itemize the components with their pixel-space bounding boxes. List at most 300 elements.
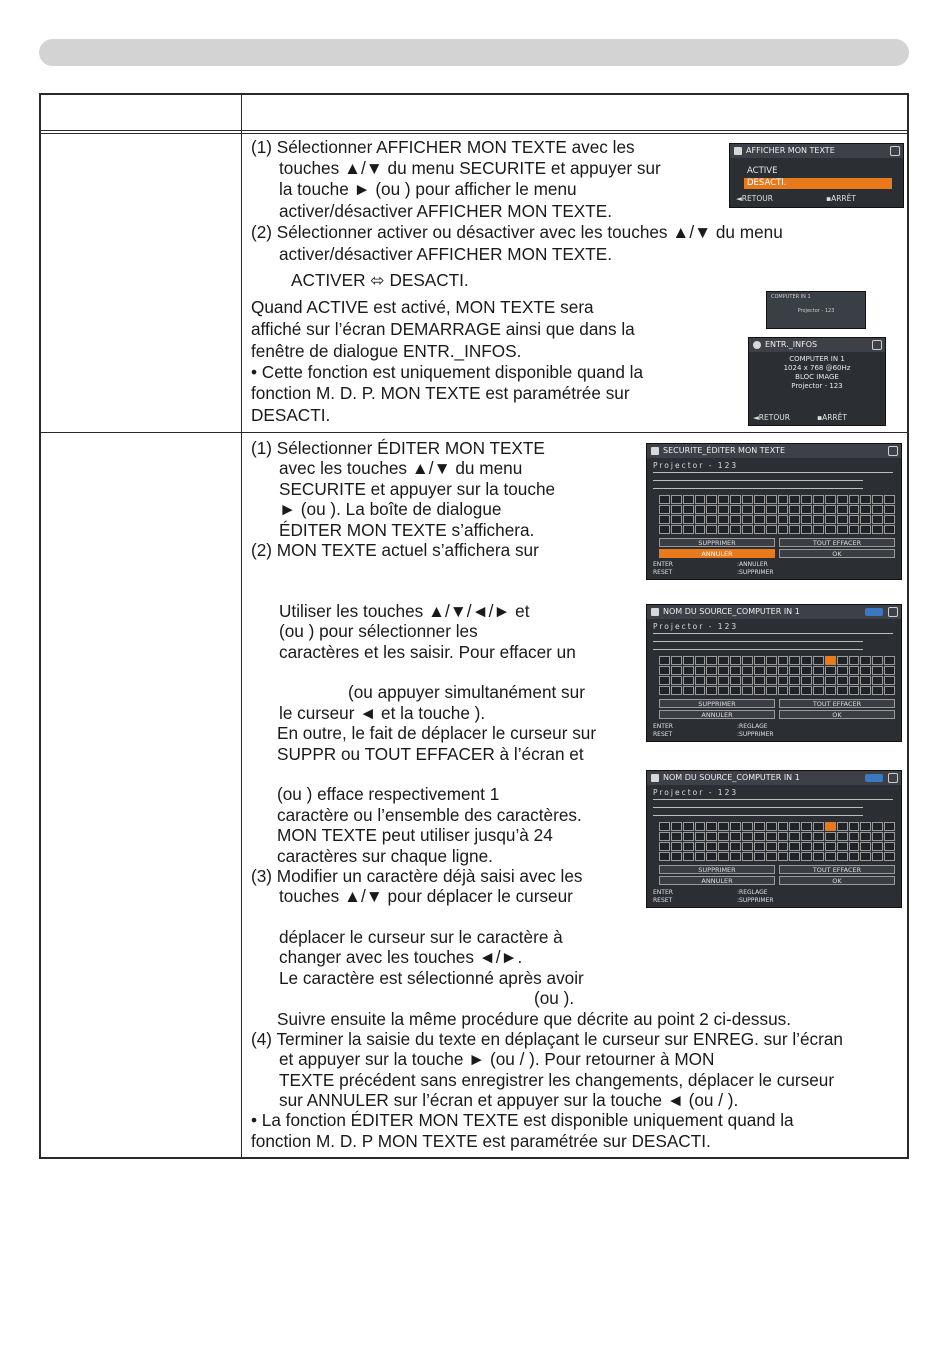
menu-icon (651, 447, 659, 455)
grid-cell (754, 515, 765, 524)
grid-cell (671, 842, 682, 851)
grid-cell (671, 505, 682, 514)
grid-cell (825, 495, 836, 504)
ok-button: OK (779, 876, 895, 885)
grid-cell (778, 676, 789, 685)
grid-cell (766, 832, 777, 841)
close-icon (888, 446, 898, 456)
grid-cell (884, 656, 895, 665)
grid-cell (706, 505, 717, 514)
grid-cell (884, 495, 895, 504)
screen-title: NOM DU SOURCE_COMPUTER IN 1 (663, 773, 800, 782)
text-line: fonction M. D. P MON TEXTE est paramétrée sur DESACTI. (251, 1131, 711, 1151)
grid-cell (718, 666, 729, 675)
grid-cell (695, 822, 706, 831)
close-icon (890, 146, 900, 156)
grid-cell (683, 852, 694, 861)
grid-cell (789, 656, 800, 665)
text-line: Le caractère est sélectionné après avoir (279, 968, 584, 988)
grid-cell (695, 676, 706, 685)
grid-cell (671, 686, 682, 695)
grid-cell (730, 656, 741, 665)
grid-cell (695, 495, 706, 504)
footer-enter (653, 723, 673, 730)
text-line: caractères sur chaque ligne. (277, 846, 493, 866)
grid-cell (872, 656, 883, 665)
screen-title-bar (749, 338, 885, 352)
grid-cell (884, 505, 895, 514)
section-header-bar (39, 39, 909, 66)
nom-du-source-screen-2 (646, 770, 902, 908)
grid-cell (683, 832, 694, 841)
grid-cell (884, 525, 895, 534)
grid-cell (849, 505, 860, 514)
text-line: SECURITE et appuyer sur la touche (279, 479, 556, 499)
grid-cell (659, 852, 670, 861)
field-line (653, 815, 863, 816)
grid-cell (837, 666, 848, 675)
grid-cell (659, 832, 670, 841)
grid-cell (789, 676, 800, 685)
startup-screen (766, 291, 866, 329)
info-lines (749, 355, 885, 391)
grid-cell (742, 666, 753, 675)
grid-cell (872, 495, 883, 504)
grid-cell (695, 656, 706, 665)
grid-cell (766, 666, 777, 675)
grid-cell (659, 515, 670, 524)
text-line: DESACTI. (251, 405, 331, 425)
grid-cell (718, 686, 729, 695)
text-line: En outre, le fait de déplacer le curseur sur (277, 723, 597, 743)
grid-cell (683, 505, 694, 514)
grid-cell (695, 686, 706, 695)
text-line: (ou ) pour sélectionner les (279, 621, 478, 641)
grid-cell (849, 852, 860, 861)
grid-cell (706, 495, 717, 504)
grid-cell (754, 656, 765, 665)
nom-du-source-screen-1 (646, 604, 902, 742)
grid-cell (766, 686, 777, 695)
text-line: déplacer le curseur sur le caractère à (279, 927, 563, 947)
close-icon (872, 340, 882, 350)
grid-cell (825, 676, 836, 685)
grid-cell (706, 676, 717, 685)
grid-cell (695, 666, 706, 675)
footer-reset (653, 897, 672, 904)
grid-cell (754, 832, 765, 841)
entr-infos-screen (748, 337, 886, 426)
text-line: (2) Sélectionner activer ou désactiver avec les touches ▲/▼ du menu (251, 222, 783, 242)
grid-cell (849, 495, 860, 504)
grid-cell (801, 852, 812, 861)
grid-cell (849, 515, 860, 524)
grid-cell (860, 852, 871, 861)
grid-cell (659, 686, 670, 695)
grid-cell (718, 525, 729, 534)
grid-cell (742, 832, 753, 841)
text-line: fenêtre de dialogue ENTR._INFOS. (251, 341, 522, 361)
clear-all-button: TOUT EFFACER (779, 538, 895, 547)
grid-cell (659, 505, 670, 514)
grid-cell (754, 525, 765, 534)
grid-cell (683, 842, 694, 851)
grid-cell (825, 525, 836, 534)
grid-cell (801, 515, 812, 524)
ok-button: OK (779, 710, 895, 719)
grid-cell (706, 832, 717, 841)
grid-cell (849, 525, 860, 534)
footer-key: RESET (653, 897, 673, 904)
text-line: touches ▲/▼ pour déplacer le curseur (279, 886, 573, 906)
grid-cell (860, 525, 871, 534)
header-divider (41, 130, 907, 134)
grid-cell (813, 832, 824, 841)
text-line: touches ▲/▼ du menu SECURITE et appuyer sur (279, 158, 661, 178)
grid-cell (825, 822, 836, 831)
grid-cell (683, 525, 694, 534)
grid-cell (742, 822, 753, 831)
grid-cell (884, 515, 895, 524)
footer-enter (653, 889, 673, 896)
text-line: caractère ou l’ensemble des caractères. (277, 805, 582, 825)
close-icon (888, 773, 898, 783)
footer-back: ◄RETOUR (753, 413, 790, 422)
cancel-button: ANNULER (659, 876, 775, 885)
grid-cell (813, 525, 824, 534)
grid-cell (718, 515, 729, 524)
grid-cell (730, 495, 741, 504)
option-desacti-selected: DESACTI. (744, 178, 892, 189)
text-line: caractères et les saisir. Pour effacer un (279, 642, 576, 662)
grid-cell (766, 515, 777, 524)
grid-cell (695, 525, 706, 534)
grid-cell (860, 832, 871, 841)
startup-line1: COMPUTER IN 1 (771, 294, 811, 300)
grid-cell (754, 676, 765, 685)
grid-cell (778, 822, 789, 831)
close-icon (888, 607, 898, 617)
grid-cell (789, 505, 800, 514)
grid-cell (860, 656, 871, 665)
grid-cell (695, 515, 706, 524)
grid-cell (872, 832, 883, 841)
grid-cell (659, 676, 670, 685)
grid-cell (872, 666, 883, 675)
grid-cell (825, 666, 836, 675)
grid-cell (884, 686, 895, 695)
footer-enter-action: :REGLAGE (737, 723, 768, 730)
grid-cell (813, 822, 824, 831)
footer-key: ENTER (653, 889, 673, 896)
grid-cell (659, 525, 670, 534)
grid-cell (884, 832, 895, 841)
grid-cell (872, 822, 883, 831)
text-line: avec les touches ▲/▼ du menu (279, 458, 523, 478)
grid-cell (706, 852, 717, 861)
footer-reset (653, 731, 672, 738)
afficher-mon-texte-screen (729, 143, 904, 208)
grid-cell (766, 842, 777, 851)
screen-title-bar (647, 444, 901, 458)
grid-cell (695, 842, 706, 851)
text-line: (2) MON TEXTE actuel s’affichera sur (251, 540, 539, 560)
grid-cell (671, 822, 682, 831)
grid-cell (872, 525, 883, 534)
screen-title-bar (647, 771, 901, 785)
grid-cell (778, 495, 789, 504)
grid-cell (754, 505, 765, 514)
grid-cell (849, 686, 860, 695)
footer-reset-action: :SUPPRIMER (737, 569, 774, 576)
grid-cell (742, 676, 753, 685)
grid-cell (860, 686, 871, 695)
screen-title: NOM DU SOURCE_COMPUTER IN 1 (663, 607, 800, 616)
grid-cell (813, 686, 824, 695)
grid-cell (778, 842, 789, 851)
grid-cell (813, 852, 824, 861)
grid-cell (742, 495, 753, 504)
grid-cell (801, 842, 812, 851)
grid-cell (695, 832, 706, 841)
menu-icon (651, 774, 659, 782)
grid-cell (671, 852, 682, 861)
text-line: (3) Modifier un caractère déjà saisi avec les (251, 866, 583, 886)
footer-stop: ▪ARRÊT (826, 194, 856, 203)
grid-cell (825, 832, 836, 841)
text-line: (1) Sélectionner ÉDITER MON TEXTE (251, 438, 545, 458)
grid-cell (778, 852, 789, 861)
menu-icon (651, 608, 659, 616)
field-line (653, 641, 863, 642)
text-line: Suivre ensuite la même procédure que décrite au point 2 ci-dessus. (277, 1009, 791, 1029)
grid-cell (718, 656, 729, 665)
grid-cell (837, 842, 848, 851)
grid-cell (825, 515, 836, 524)
ok-button: OK (779, 549, 895, 558)
grid-cell (801, 495, 812, 504)
grid-cell (706, 686, 717, 695)
grid-cell (801, 832, 812, 841)
grid-cell (813, 515, 824, 524)
grid-cell (860, 822, 871, 831)
grid-cell (789, 686, 800, 695)
grid-cell (718, 852, 729, 861)
grid-cell (860, 505, 871, 514)
grid-cell (754, 666, 765, 675)
grid-cell (754, 495, 765, 504)
grid-cell (706, 656, 717, 665)
grid-cell (872, 676, 883, 685)
grid-cell (801, 822, 812, 831)
text-line: ► (ou ). La boîte de dialogue (279, 499, 502, 519)
grid-cell (730, 842, 741, 851)
text-line: (ou appuyer simultanément sur (348, 682, 585, 702)
grid-cell (801, 656, 812, 665)
grid-cell (730, 676, 741, 685)
grid-cell (706, 822, 717, 831)
delete-button: SUPPRIMER (659, 699, 775, 708)
grid-cell (849, 822, 860, 831)
grid-cell (849, 832, 860, 841)
footer-key: RESET (653, 569, 673, 576)
grid-cell (718, 822, 729, 831)
grid-cell (860, 842, 871, 851)
grid-cell (872, 852, 883, 861)
text-line: ÉDITER MON TEXTE s’affichera. (279, 520, 535, 540)
footer-back: ◄RETOUR (736, 194, 773, 203)
grid-cell (730, 525, 741, 534)
grid-cell (801, 686, 812, 695)
grid-cell (671, 515, 682, 524)
clear-all-button: TOUT EFFACER (779, 699, 895, 708)
footer-stop: ▪ARRÊT (817, 413, 847, 422)
grid-cell (813, 495, 824, 504)
grid-cell (778, 656, 789, 665)
text-line: fonction M. D. P. MON TEXTE est paramétrée sur (251, 383, 630, 403)
field-line (653, 799, 893, 800)
grid-cell (659, 656, 670, 665)
grid-cell (742, 656, 753, 665)
clear-all-button: TOUT EFFACER (779, 865, 895, 874)
grid-cell (706, 525, 717, 534)
info-line: Projector - 123 (791, 382, 843, 390)
text-line: la touche ► (ou ) pour afficher le menu (279, 179, 577, 199)
grid-cell (837, 832, 848, 841)
grid-cell (671, 676, 682, 685)
grid-cell (778, 666, 789, 675)
grid-cell (742, 842, 753, 851)
grid-cell (730, 822, 741, 831)
text-line: • La fonction ÉDITER MON TEXTE est disponible uniquement quand la (251, 1110, 794, 1130)
grid-cell (730, 505, 741, 514)
grid-cell (837, 515, 848, 524)
text-line: ACTIVER ⬄ DESACTI. (291, 270, 469, 290)
grid-cell (742, 686, 753, 695)
grid-cell (837, 676, 848, 685)
grid-cell (718, 842, 729, 851)
grid-cell (825, 686, 836, 695)
grid-cell (825, 505, 836, 514)
grid-cell (742, 525, 753, 534)
grid-cell (884, 842, 895, 851)
footer-back-label: RETOUR (758, 413, 790, 422)
grid-cell (849, 656, 860, 665)
screen-title: ENTR._INFOS (765, 340, 818, 349)
grid-cell (872, 515, 883, 524)
screen-title: AFFICHER MON TEXTE (746, 146, 835, 155)
grid-cell (884, 822, 895, 831)
text-line: activer/désactiver AFFICHER MON TEXTE. (279, 244, 612, 264)
grid-cell (813, 505, 824, 514)
grid-cell (659, 842, 670, 851)
grid-cell (718, 676, 729, 685)
grid-cell (671, 495, 682, 504)
grid-cell (872, 505, 883, 514)
menu-icon (734, 147, 742, 155)
option-active: ACTIVE (747, 166, 778, 176)
field-line (653, 480, 863, 481)
grid-cell (860, 515, 871, 524)
footer-reset (653, 569, 672, 576)
editer-mon-texte-screen (646, 443, 902, 580)
grid-cell (766, 822, 777, 831)
grid-cell (789, 515, 800, 524)
text-line: Utiliser les touches ▲/▼/◄/► et (279, 601, 530, 621)
grid-cell (801, 676, 812, 685)
text-line: • Cette fonction est uniquement disponible quand la (251, 362, 644, 382)
grid-cell (813, 842, 824, 851)
text-line: activer/désactiver AFFICHER MON TEXTE. (279, 201, 612, 221)
startup-line2: Projector - 123 (797, 308, 835, 314)
grid-cell (730, 686, 741, 695)
row-divider (41, 432, 907, 433)
delete-button: SUPPRIMER (659, 865, 775, 874)
text-line: (1) Sélectionner AFFICHER MON TEXTE avec les (251, 137, 635, 157)
footer-back-label: RETOUR (741, 194, 773, 203)
grid-cell (860, 666, 871, 675)
grid-cell (837, 686, 848, 695)
grid-cell (884, 666, 895, 675)
character-grid (659, 822, 895, 861)
screen-title-bar (730, 144, 903, 158)
grid-cell (789, 842, 800, 851)
grid-cell (789, 822, 800, 831)
grid-cell (872, 686, 883, 695)
grid-cell (837, 495, 848, 504)
grid-cell (789, 832, 800, 841)
cancel-button: ANNULER (659, 710, 775, 719)
grid-cell (683, 515, 694, 524)
grid-cell (754, 842, 765, 851)
grid-cell (825, 842, 836, 851)
grid-cell (683, 686, 694, 695)
grid-cell (837, 656, 848, 665)
grid-cell (849, 666, 860, 675)
grid-cell (718, 495, 729, 504)
footer-enter (653, 561, 673, 568)
text-line: MON TEXTE peut utiliser jusqu’à 24 (277, 825, 553, 845)
text-field: Projector - 123 (653, 622, 739, 631)
grid-cell (766, 495, 777, 504)
grid-cell (730, 515, 741, 524)
field-line (653, 472, 893, 473)
grid-cell (718, 505, 729, 514)
text-line: (ou ) efface respectivement 1 (277, 784, 500, 804)
grid-cell (671, 656, 682, 665)
grid-cell (766, 852, 777, 861)
grid-cell (837, 525, 848, 534)
screen-title: SECURITE_ÉDITER MON TEXTE (663, 446, 785, 455)
grid-cell (778, 525, 789, 534)
text-line: SUPPR ou TOUT EFFACER à l’écran et (277, 744, 584, 764)
grid-cell (789, 852, 800, 861)
footer-key: ENTER (653, 561, 673, 568)
grid-cell (754, 822, 765, 831)
source-badge-icon (865, 774, 883, 782)
field-line (653, 633, 893, 634)
grid-cell (659, 495, 670, 504)
footer-stop-label: ARRÊT (831, 194, 856, 203)
grid-cell (778, 686, 789, 695)
grid-cell (683, 666, 694, 675)
character-grid (659, 656, 895, 695)
grid-cell (884, 676, 895, 685)
text-line: sur ANNULER sur l’écran et appuyer sur la touche ◄ (ou / ). (279, 1090, 739, 1110)
field-line (653, 807, 863, 808)
grid-cell (683, 822, 694, 831)
grid-cell (706, 515, 717, 524)
